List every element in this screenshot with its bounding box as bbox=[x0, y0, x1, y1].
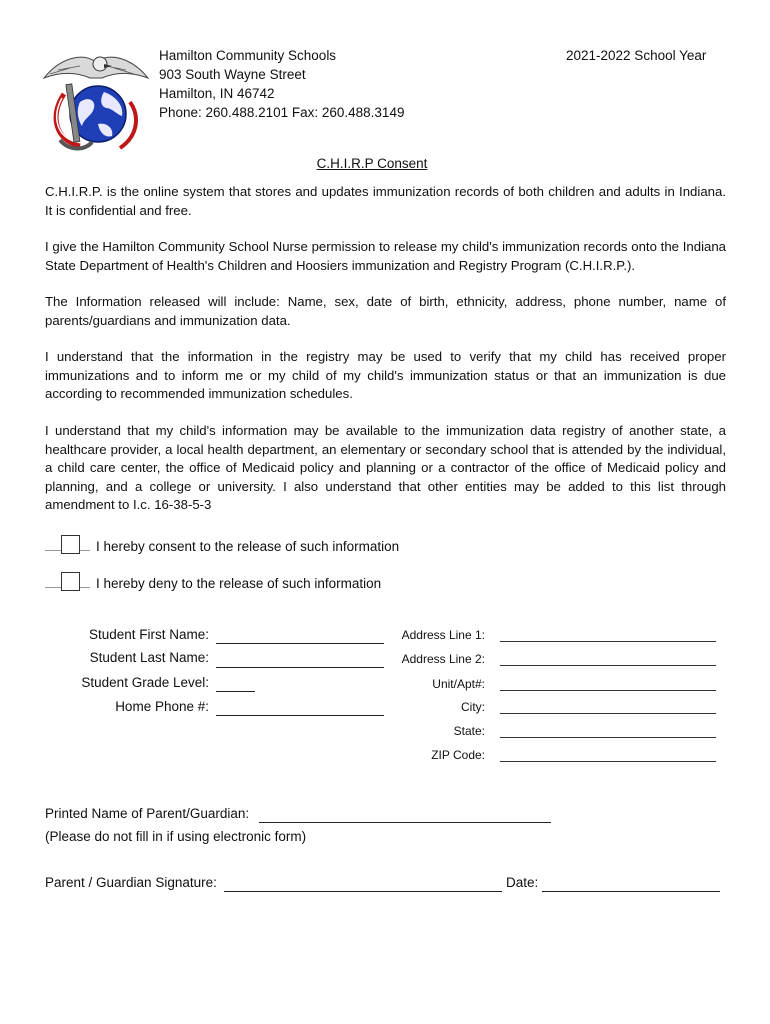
paragraph-permission: I give the Hamilton Community School Nurse permission to release my child's immunization records onto the Indiana State Department of Health's Children and Hoosiers immunization and Registry Program (C.H.I.R.P.). bbox=[45, 239, 726, 273]
school-name: Hamilton Community Schools bbox=[159, 48, 337, 63]
student-first-name-field[interactable] bbox=[216, 643, 384, 644]
date-field[interactable] bbox=[542, 891, 720, 892]
date-label: Date: bbox=[506, 875, 539, 890]
student-last-name-field[interactable] bbox=[216, 667, 384, 668]
city-label: City: bbox=[461, 700, 485, 714]
address-line2-field[interactable] bbox=[500, 665, 716, 666]
unit-apt-label: Unit/Apt#: bbox=[432, 677, 485, 691]
consent-agree-label: I hereby consent to the release of such information bbox=[96, 539, 400, 554]
student-last-name-label: Student Last Name: bbox=[89, 650, 209, 665]
unit-apt-field[interactable] bbox=[500, 690, 716, 691]
zip-code-field[interactable] bbox=[500, 761, 716, 762]
consent-agree-checkbox[interactable] bbox=[61, 535, 80, 554]
school-phone-fax: Phone: 260.488.2101 Fax: 260.488.3149 bbox=[159, 105, 405, 120]
school-city-state: Hamilton, IN 46742 bbox=[159, 86, 275, 101]
address-line1-label: Address Line 1: bbox=[401, 628, 485, 642]
student-grade-field[interactable] bbox=[216, 691, 255, 692]
paragraph-registry-use: I understand that the information in the registry may be used to verify that my child has received proper immunizations and to inform me or my child of my child's immunization status or that an immunization is due according to recommended immunization schedules. bbox=[45, 349, 726, 401]
zip-code-label: ZIP Code: bbox=[431, 748, 485, 762]
school-logo bbox=[40, 44, 152, 156]
home-phone-field[interactable] bbox=[216, 715, 384, 716]
signature-label: Parent / Guardian Signature: bbox=[45, 875, 217, 890]
page-title: C.H.I.R.P Consent bbox=[316, 156, 428, 171]
state-label: State: bbox=[453, 724, 485, 738]
address-line2-label: Address Line 2: bbox=[401, 652, 485, 666]
address-line1-field[interactable] bbox=[500, 641, 716, 642]
consent-agree-row bbox=[45, 535, 399, 554]
state-field[interactable] bbox=[500, 737, 716, 738]
consent-deny-checkbox[interactable] bbox=[61, 572, 80, 591]
school-street: 903 South Wayne Street bbox=[159, 67, 306, 82]
consent-deny-label: I hereby deny to the release of such information bbox=[96, 576, 382, 591]
printed-name-field[interactable] bbox=[259, 822, 551, 823]
electronic-form-note: (Please do not fill in if using electronic form) bbox=[45, 829, 307, 844]
consent-deny-row bbox=[45, 572, 381, 591]
city-field[interactable] bbox=[500, 713, 716, 714]
printed-name-label: Printed Name of Parent/Guardian: bbox=[45, 806, 250, 821]
signature-field[interactable] bbox=[224, 891, 502, 892]
student-grade-label: Student Grade Level: bbox=[81, 675, 209, 690]
student-first-name-label: Student First Name: bbox=[88, 627, 209, 642]
paragraph-chirp-intro: C.H.I.R.P. is the online system that stores and updates immunization records of both children and adults in Indiana. It is confidential and free. bbox=[45, 184, 726, 218]
paragraph-info-released: The Information released will include: Name, sex, date of birth, ethnicity, address, phone number, name of parents/guardians and immunization data. bbox=[45, 294, 726, 328]
home-phone-label: Home Phone #: bbox=[115, 699, 209, 714]
paragraph-data-sharing: I understand that my child's information may be available to the immunization data registry of another state, a healthcare provider, a local health department, an elementary or secondary school that is attended by the individual, a child care center, the office of Medicaid policy and planning or a contractor of the office of Medicaid policy and planning, and a college or university. I also understand that other entities may be added to this list through amendment to I.c. 16-38-5-3 bbox=[45, 423, 726, 512]
school-year: 2021-2022 School Year bbox=[566, 48, 707, 63]
